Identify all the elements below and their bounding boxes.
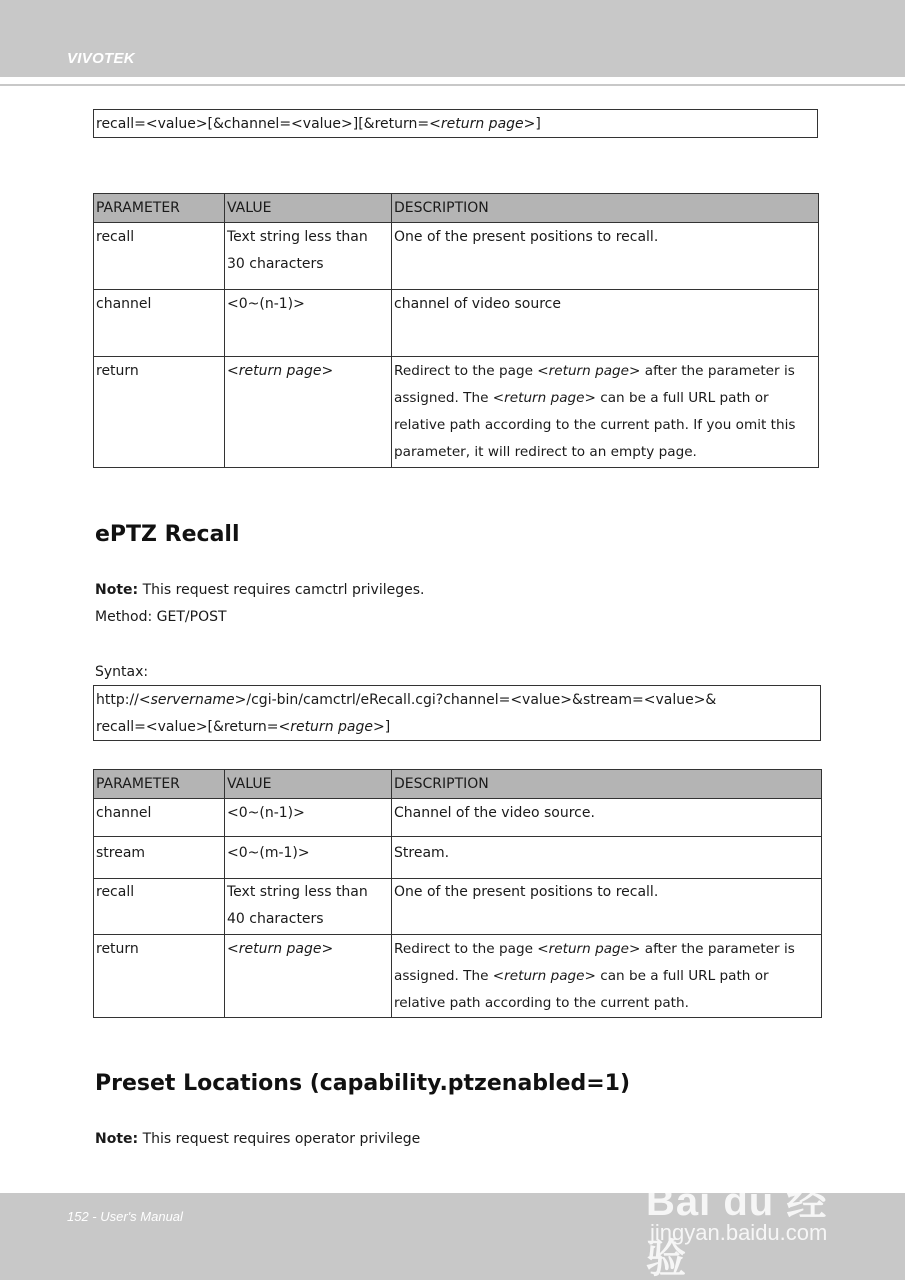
syntax-box-erecall: [93, 685, 821, 741]
value-cell: Text string less than 40 characters: [225, 879, 392, 935]
description-text: > can be a full URL path or relative path according to the current path. If you omit this parameter, it will redirect to an empty page.: [394, 390, 796, 460]
description-cell: [392, 935, 822, 1018]
description-cell: channel of video source: [392, 290, 819, 357]
syntax-placeholder: return page: [290, 719, 373, 735]
syntax-text: http://<: [96, 692, 151, 708]
description-cell: One of the present positions to recall.: [392, 879, 822, 935]
table-row: [94, 223, 819, 290]
syntax-placeholder: servername: [150, 692, 235, 708]
table-row: [94, 799, 822, 837]
description-cell: Channel of the video source.: [392, 799, 822, 837]
param-cell: stream: [94, 837, 225, 879]
syntax-text: >]: [372, 719, 391, 735]
syntax-line: [96, 714, 818, 741]
syntax-line: [96, 687, 818, 714]
description-text: Redirect to the page <: [394, 363, 549, 379]
description-cell: [392, 357, 819, 468]
syntax-text: >/cgi-bin/camctrl/eRecall.cgi?channel=<value>&stream=<value>&: [234, 692, 717, 708]
brand-logo: VIVOTEK: [67, 50, 135, 67]
watermark-sub-text: jingyan.baidu.com: [650, 1220, 828, 1245]
table-header-row: [94, 770, 822, 799]
column-header: VALUE: [225, 770, 392, 799]
syntax-box-recall: [93, 109, 818, 138]
table-row: [94, 837, 822, 879]
column-header: VALUE: [225, 194, 392, 223]
section-title-eptz-recall: ePTZ Recall: [95, 522, 240, 547]
note-paragraph: [95, 580, 424, 600]
value-placeholder: <return page>: [227, 941, 334, 957]
value-cell: <0~(n-1)>: [225, 290, 392, 357]
value-cell: Text string less than 30 characters: [225, 223, 392, 290]
value-cell: <0~(n-1)>: [225, 799, 392, 837]
column-header: DESCRIPTION: [392, 194, 819, 223]
parameter-table-erecall: [93, 769, 822, 1018]
description-text: > can be a full URL path or relative path according to the current path.: [394, 968, 769, 1011]
header-band: [0, 0, 905, 77]
note-text: This request requires operator privilege: [138, 1131, 421, 1147]
table-header-row: [94, 194, 819, 223]
syntax-text: >]: [523, 116, 541, 132]
table-row: [94, 879, 822, 935]
param-cell: return: [94, 935, 225, 1018]
table-row: [94, 935, 822, 1018]
value-cell: [225, 357, 392, 468]
value-cell: [225, 935, 392, 1018]
note-label: Note:: [95, 1131, 139, 1147]
note-label: Note:: [95, 582, 139, 598]
table-row: [94, 357, 819, 468]
description-text: > after the parameter is assigned. The <: [394, 941, 795, 984]
section-title-preset-locations: Preset Locations (capability.ptzenabled=1): [95, 1071, 631, 1096]
description-placeholder: return page: [504, 968, 585, 984]
parameter-table-recall: [93, 193, 819, 468]
description-placeholder: return page: [548, 941, 630, 957]
description-text: > after the parameter is assigned. The <: [394, 363, 795, 406]
column-header: DESCRIPTION: [392, 770, 822, 799]
syntax-placeholder: return page: [440, 116, 524, 132]
column-header: PARAMETER: [94, 194, 225, 223]
description-text: Redirect to the page <: [394, 941, 549, 957]
page-number: 152 - User's Manual: [67, 1209, 183, 1224]
description-placeholder: return page: [504, 390, 585, 406]
param-cell: recall: [94, 223, 225, 290]
column-header: PARAMETER: [94, 770, 225, 799]
syntax-label: Syntax:: [95, 664, 149, 680]
description-cell: Stream.: [392, 837, 822, 879]
param-cell: recall: [94, 879, 225, 935]
note-paragraph: [95, 1129, 420, 1149]
table-row: [94, 290, 819, 357]
description-placeholder: return page: [548, 363, 630, 379]
baidu-watermark: [640, 1150, 860, 1281]
method-text: Method: GET/POST: [95, 609, 227, 625]
param-cell: channel: [94, 799, 225, 837]
description-cell: One of the present positions to recall.: [392, 223, 819, 290]
note-text: This request requires camctrl privileges.: [138, 582, 425, 598]
header-rule: [0, 84, 905, 86]
value-cell: <0~(m-1)>: [225, 837, 392, 879]
param-cell: channel: [94, 290, 225, 357]
watermark-main-text: Bai du 经验: [646, 1180, 828, 1281]
value-placeholder: <return page>: [227, 363, 334, 379]
syntax-text: recall=<value>[&channel=<value>][&return=<: [96, 116, 441, 132]
param-cell: return: [94, 357, 225, 468]
syntax-text: recall=<value>[&return=<: [96, 719, 291, 735]
